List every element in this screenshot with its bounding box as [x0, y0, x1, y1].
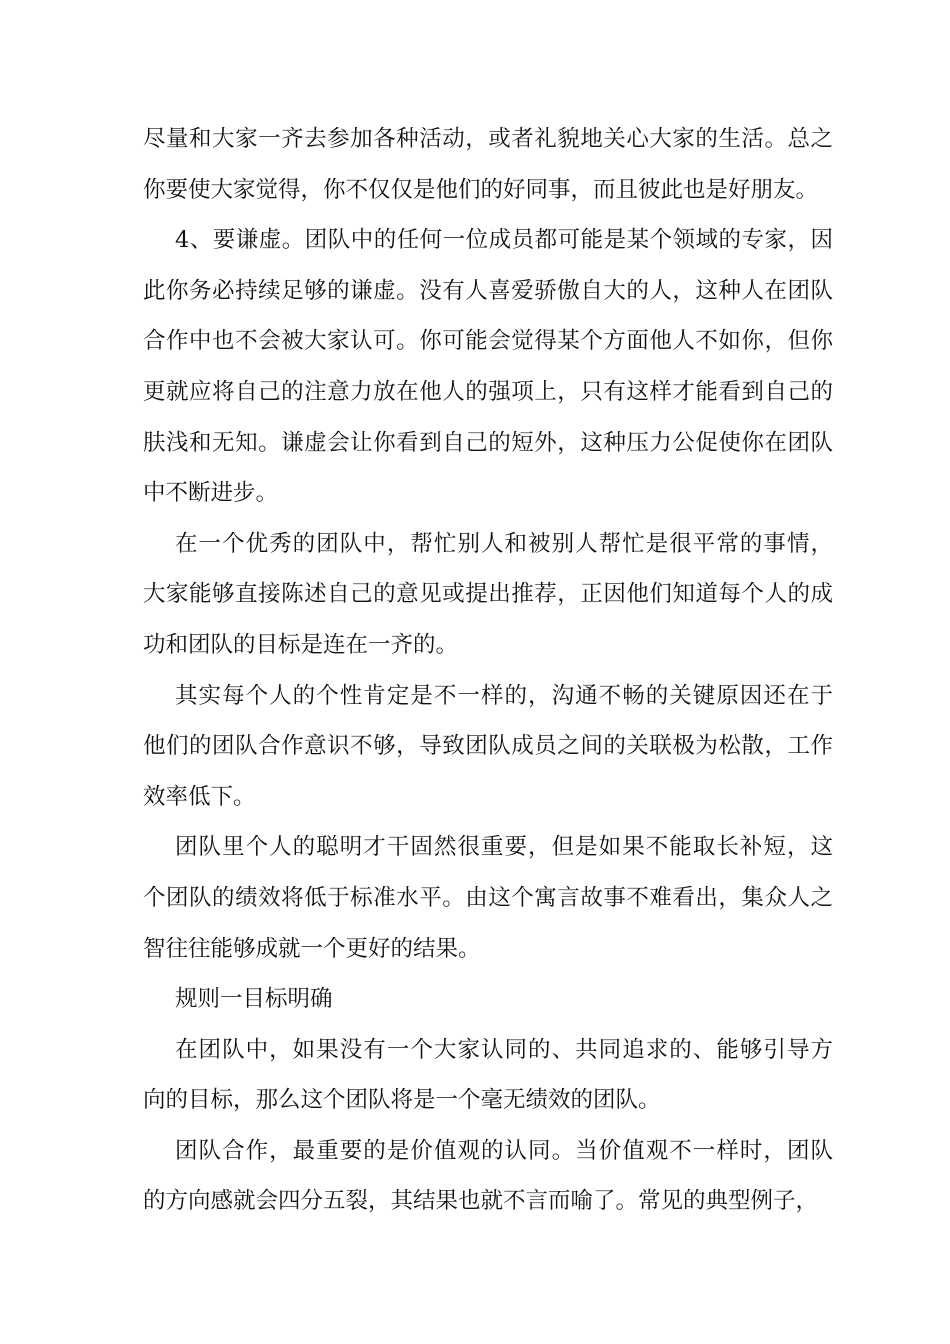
- text-line: 在一个优秀的团队中，帮忙别人和被别人帮忙是很平常的事情，: [175, 530, 833, 557]
- text-line: 4、要谦虚。团队中的任何一位成员都可能是某个领域的专家，因: [175, 227, 833, 254]
- text-line: 其实每个人的个性肯定是不一样的，沟通不畅的关键原因还在于: [175, 682, 833, 709]
- text-line: 肤浅和无知。谦虚会让你看到自己的短外，这种压力公促使你在团队: [143, 429, 833, 456]
- text-line: 团队合作，最重要的是价值观的认同。当价值观不一样时，团队: [175, 1137, 833, 1164]
- text-line: 效率低下。: [143, 783, 256, 810]
- text-line: 合作中也不会被大家认可。你可能会觉得某个方面他人不如你，但你: [143, 328, 833, 355]
- paragraph: [143, 671, 833, 823]
- text-line: 向的目标，那么这个团队将是一个毫无绩效的团队。: [143, 1087, 661, 1114]
- paragraph: [143, 1025, 833, 1126]
- text-line: 你要使大家觉得，你不仅仅是他们的好同事，而且彼此也是好朋友。: [143, 176, 819, 203]
- text-line: 的方向感就会四分五裂，其结果也就不言而喻了。常见的典型例子，: [143, 1188, 819, 1215]
- paragraph: [143, 822, 833, 974]
- text-line: 智往往能够成就一个更好的结果。: [143, 935, 481, 962]
- text-line: 他们的团队合作意识不够，导致团队成员之间的关联极为松散，工作: [143, 733, 833, 760]
- text-line: 个团队的绩效将低于标准水平。由这个寓言故事不难看出，集众人之: [143, 884, 833, 911]
- text-line: 在团队中，如果没有一个大家认同的、共同追求的、能够引导方: [175, 1036, 833, 1063]
- paragraph: [143, 519, 833, 671]
- paragraph: [143, 215, 833, 519]
- paragraph: [143, 974, 833, 1025]
- paragraph: [143, 114, 833, 215]
- paragraph: [143, 1126, 833, 1227]
- text-line: 更就应将自己的注意力放在他人的强项上，只有这样才能看到自己的: [143, 378, 833, 405]
- text-line: 此你务必持续足够的谦虚。没有人喜爱骄傲自大的人，这种人在团队: [143, 277, 833, 304]
- text-line: 功和团队的目标是连在一齐的。: [143, 631, 459, 658]
- document-body: [143, 114, 833, 1227]
- text-line: 团队里个人的聪明才干固然很重要，但是如果不能取长补短，这: [175, 834, 833, 861]
- text-line: 中不断进步。: [143, 480, 279, 507]
- text-line: 尽量和大家一齐去参加各种活动，或者礼貌地关心大家的生活。总之: [143, 126, 833, 152]
- text-line: 大家能够直接陈述自己的意见或提出推荐，正因他们知道每个人的成: [143, 581, 833, 608]
- text-line: 规则一目标明确: [175, 986, 333, 1013]
